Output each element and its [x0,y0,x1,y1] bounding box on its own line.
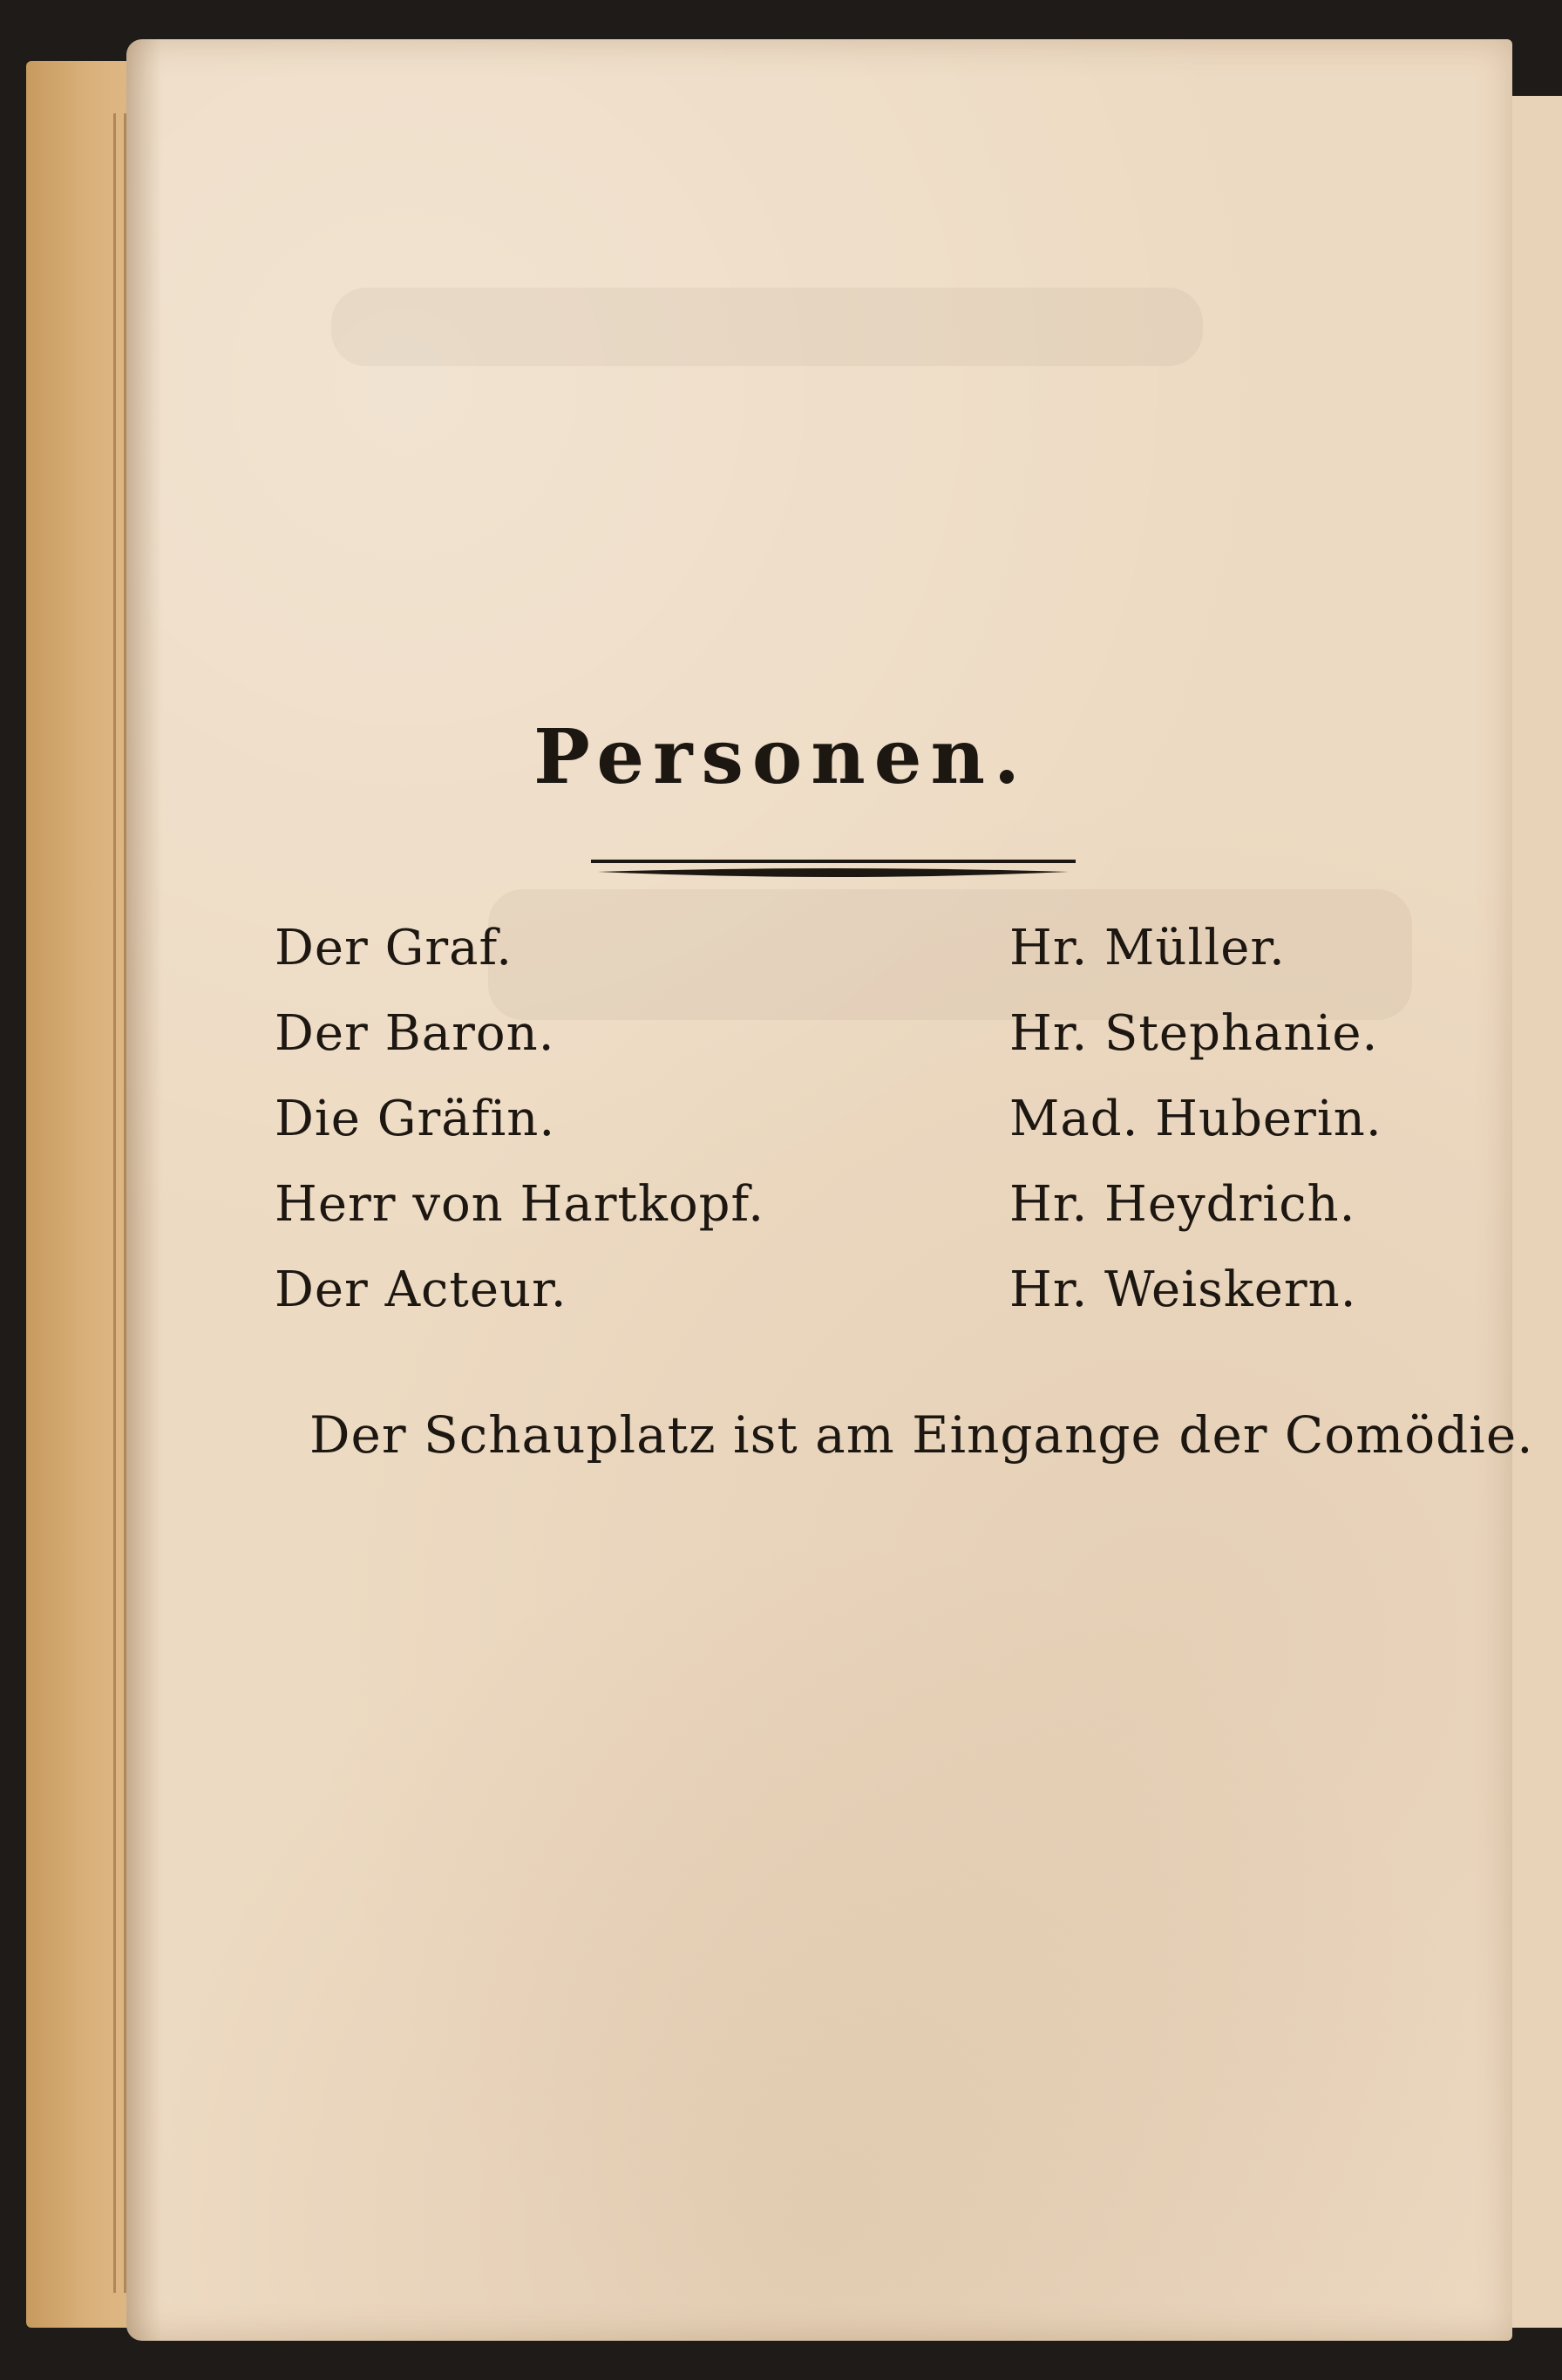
page-title: Personen. [533,713,1029,801]
scene-note: Der Schauplatz ist am Eingange der Comödie. [309,1405,1534,1465]
cast-actor: Hr. Heydrich. [1009,1176,1356,1233]
cast-role: Die Gräfin. [275,1091,556,1147]
cast-actor: Mad. Huberin. [1009,1091,1382,1147]
cast-actor: Hr. Stephanie. [1009,1005,1379,1062]
show-through-block [331,288,1203,366]
cast-role: Der Graf. [275,920,513,976]
title-rule [586,856,1081,886]
cast-actor: Hr. Weiskern. [1009,1261,1357,1318]
gutter-shadow [126,39,161,2341]
cast-actor: Hr. Müller. [1009,920,1286,976]
cast-role: Der Baron. [275,1005,555,1062]
cast-role: Herr von Hartkopf. [275,1176,765,1233]
leaf-line [113,113,116,2293]
facing-page-edge [1504,96,1562,2328]
cast-role: Der Acteur. [275,1261,567,1318]
